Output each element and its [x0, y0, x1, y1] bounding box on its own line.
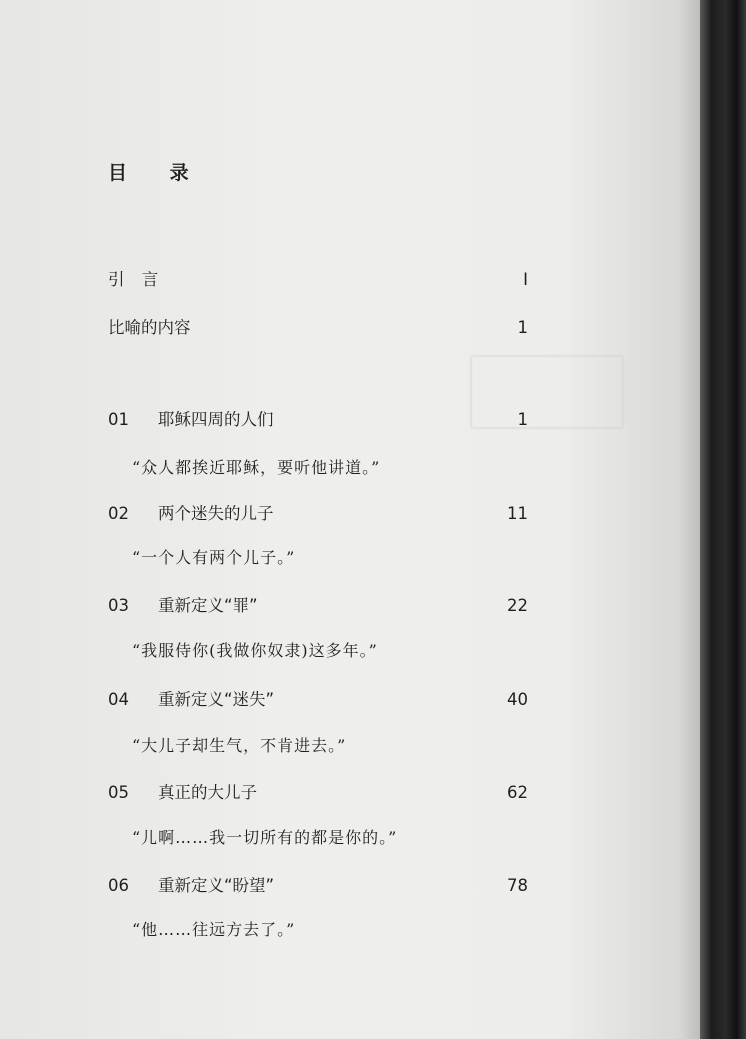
chapter-title: 重新定义“盼望”: [158, 876, 275, 895]
chapter-quote: “他……往远方去了。”: [132, 920, 296, 939]
chapter-number: 05: [108, 783, 129, 802]
toc-chapter-02[interactable]: [108, 500, 528, 524]
chapter-number: 03: [108, 596, 129, 615]
toc-chapter-06[interactable]: [108, 872, 528, 896]
chapter-number: 01: [108, 410, 129, 429]
toc-chapter-05[interactable]: [108, 779, 528, 803]
chapter-quote: “一个人有两个儿子。”: [132, 548, 296, 567]
toc-entry-title: 引 言: [108, 270, 165, 289]
chapter-title: 重新定义“罪”: [158, 596, 258, 615]
toc-entry-page: 1: [517, 318, 528, 337]
chapter-page: 22: [507, 596, 528, 615]
chapter-quote: “儿啊……我一切所有的都是你的。”: [132, 828, 398, 847]
chapter-number: 06: [108, 876, 129, 895]
chapter-page: 40: [507, 690, 528, 709]
chapter-page: 11: [507, 504, 528, 523]
chapter-page: 78: [507, 876, 528, 895]
chapter-page: 1: [517, 410, 528, 429]
chapter-number: 04: [108, 690, 129, 709]
chapter-page: 62: [507, 783, 528, 802]
chapter-title: 耶稣四周的人们: [158, 410, 274, 429]
chapter-number: 02: [108, 504, 129, 523]
book-binding-shadow: [700, 0, 746, 1039]
toc-chapter-01[interactable]: [108, 406, 528, 430]
toc-entry-page: Ⅰ: [523, 270, 528, 289]
toc-entry-parable-content[interactable]: [108, 314, 528, 338]
chapter-title: 两个迷失的儿子: [158, 504, 274, 523]
chapter-quote: “大儿子却生气，不肯进去。”: [132, 736, 347, 755]
toc-chapter-04[interactable]: [108, 686, 528, 710]
chapter-quote: “我服侍你(我做你奴隶)这多年。”: [132, 641, 378, 660]
chapter-quote: “众人都挨近耶稣，要听他讲道。”: [132, 458, 381, 477]
toc-chapter-03[interactable]: [108, 592, 528, 616]
toc-heading: 目 录: [108, 162, 207, 184]
toc-entry-title: 比喻的内容: [108, 318, 191, 337]
chapter-title: 重新定义“迷失”: [158, 690, 275, 709]
toc-entry-intro[interactable]: [108, 266, 528, 290]
chapter-title: 真正的大儿子: [158, 783, 257, 802]
